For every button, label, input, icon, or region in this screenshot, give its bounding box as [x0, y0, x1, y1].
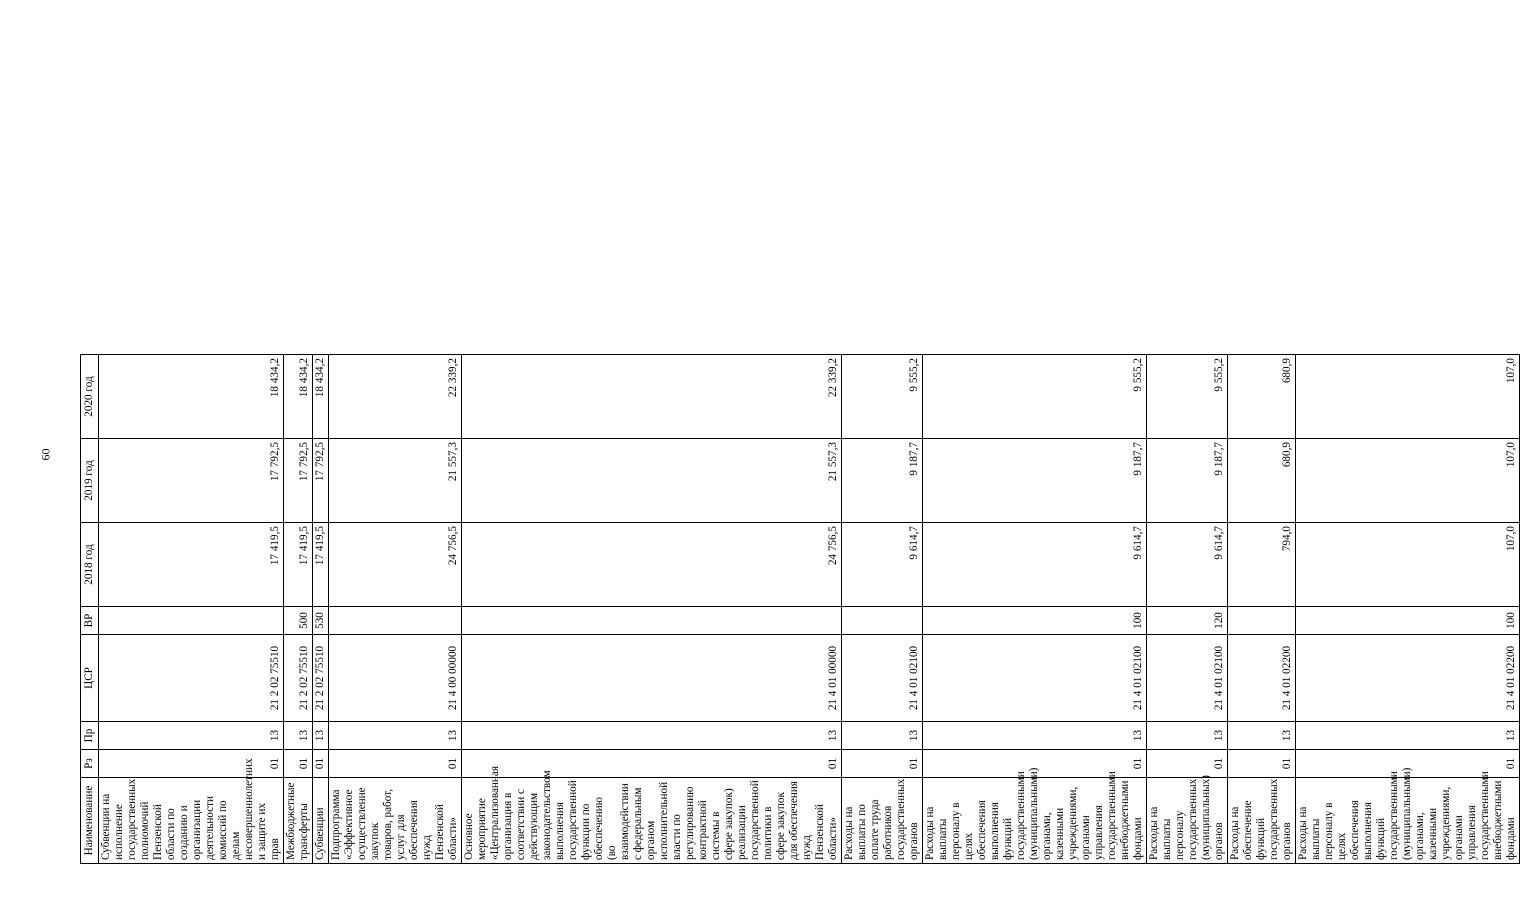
budget-table [80, 40, 1520, 864]
cell-y2018: 794,0 [1228, 523, 1296, 607]
cell-vr [842, 607, 923, 635]
cell-rz: 01 [842, 750, 923, 778]
cell-pr: 13 [1228, 722, 1296, 750]
table-row [99, 41, 284, 864]
cell-y2020: 18 434,2 [99, 355, 284, 439]
cell-vr: 500 [284, 607, 313, 635]
cell-y2019: 21 557,3 [462, 439, 842, 523]
header-name: Наименование [81, 778, 99, 864]
cell-vr [99, 607, 284, 635]
cell-name: Расходы на выплаты персоналу в целях обеспечения выполнения функций государственными (муниципальными) органами, казенными учреждениями, органами управления государственными внебюджетными фондами [923, 778, 1147, 864]
cell-pr: 13 [923, 722, 1147, 750]
table-header-row [81, 41, 99, 864]
cell-vr [462, 607, 842, 635]
cell-name: Расходы на обеспечение функций государственных органов [1228, 778, 1296, 864]
cell-csr: 21 2 02 75510 [313, 635, 329, 722]
cell-pr: 13 [329, 722, 462, 750]
header-rz: Рз [81, 750, 99, 778]
cell-vr [329, 607, 462, 635]
cell-name: Расходы на выплаты персоналу в целях обеспечения выполнения функций государственными (муниципальными) органами, казенными учреждениями, органами управления государственными внебюджетными фондами [1296, 778, 1520, 864]
cell-rz: 01 [1228, 750, 1296, 778]
cell-pr: 13 [1147, 722, 1228, 750]
cell-rz: 01 [329, 750, 462, 778]
cell-y2020: 22 339,2 [462, 355, 842, 439]
cell-y2018: 17 419,5 [99, 523, 284, 607]
cell-pr: 13 [284, 722, 313, 750]
cell-csr: 21 4 00 00000 [329, 635, 462, 722]
cell-y2018: 24 756,5 [329, 523, 462, 607]
cell-csr: 21 2 02 75510 [99, 635, 284, 722]
cell-y2020: 107,0 [1296, 355, 1520, 439]
cell-y2020: 18 434,2 [284, 355, 313, 439]
table-row [462, 41, 842, 864]
table-row [923, 41, 1147, 864]
cell-pr: 13 [99, 722, 284, 750]
rotated-table-container [80, 40, 1517, 864]
table-row [1296, 41, 1520, 864]
cell-rz: 01 [313, 750, 329, 778]
table-row [284, 41, 313, 864]
cell-y2020: 22 339,2 [329, 355, 462, 439]
cell-y2018: 9 614,7 [1147, 523, 1228, 607]
cell-y2019: 17 792,5 [284, 439, 313, 523]
cell-rz: 01 [1296, 750, 1520, 778]
table-row [313, 41, 329, 864]
cell-name: Подпрограмма «Эффективное осуществление закупок товаров, работ, услуг для обеспечения нужд Пензенской области» [329, 778, 462, 864]
cell-vr: 530 [313, 607, 329, 635]
cell-csr: 21 4 01 02200 [1228, 635, 1296, 722]
header-pr: Пр [81, 722, 99, 750]
cell-y2018: 17 419,5 [313, 523, 329, 607]
cell-y2018: 107,0 [1296, 523, 1520, 607]
cell-csr: 21 4 01 02200 [1296, 635, 1520, 722]
cell-csr: 21 4 01 02100 [1147, 635, 1228, 722]
cell-name: Расходы на выплаты персоналу государственных (муниципальных) органов [1147, 778, 1228, 864]
cell-name: Основное мероприятие «Централизованная организация в соответствии с действующим законодательством выполнения государственной функции по обеспечению (во взаимодействии с федеральным органом исполнительной власти по регулированию контрактной системы в сфере закупок) реализации государственной политики в сфере закупок для обеспечения нужд Пензенской области» [462, 778, 842, 864]
header-2018: 2018 год [81, 523, 99, 607]
cell-rz: 01 [1147, 750, 1228, 778]
page-number: 60 [38, 448, 53, 461]
cell-y2018: 9 614,7 [923, 523, 1147, 607]
cell-y2020: 9 555,2 [842, 355, 923, 439]
cell-name: Расходы на выплаты по оплате труда работников государственных органов [842, 778, 923, 864]
cell-y2019: 21 557,3 [329, 439, 462, 523]
cell-y2020: 18 434,2 [313, 355, 329, 439]
cell-y2018: 17 419,5 [284, 523, 313, 607]
cell-y2020: 9 555,2 [923, 355, 1147, 439]
cell-y2018: 9 614,7 [842, 523, 923, 607]
cell-name: Субвенции [313, 778, 329, 864]
cell-vr: 120 [1147, 607, 1228, 635]
table-row [1147, 41, 1228, 864]
cell-csr: 21 4 01 02100 [842, 635, 923, 722]
cell-name: Субвенции на исполнение государственных полномочий Пензенской области по созданию и организации деятельности комиссий по делам несовершеннолетних и защите их прав [99, 778, 284, 864]
cell-y2019: 680,9 [1228, 439, 1296, 523]
table-row [842, 41, 923, 864]
cell-pr: 13 [1296, 722, 1520, 750]
table-row [329, 41, 462, 864]
cell-y2020: 9 555,2 [1147, 355, 1228, 439]
cell-csr: 21 4 01 02100 [923, 635, 1147, 722]
cell-pr: 13 [462, 722, 842, 750]
cell-csr: 21 2 02 75510 [284, 635, 313, 722]
cell-y2019: 107,0 [1296, 439, 1520, 523]
cell-y2019: 9 187,7 [842, 439, 923, 523]
cell-rz: 01 [462, 750, 842, 778]
cell-y2019: 9 187,7 [1147, 439, 1228, 523]
table-row [1228, 41, 1296, 864]
cell-y2018: 24 756,5 [462, 523, 842, 607]
cell-y2019: 17 792,5 [99, 439, 284, 523]
header-vr: ВР [81, 607, 99, 635]
header-2019: 2019 год [81, 439, 99, 523]
header-csr: ЦСР [81, 635, 99, 722]
cell-rz: 01 [923, 750, 1147, 778]
cell-pr: 13 [842, 722, 923, 750]
header-2020: 2020 год [81, 355, 99, 439]
cell-csr: 21 4 01 00000 [462, 635, 842, 722]
cell-y2019: 9 187,7 [923, 439, 1147, 523]
cell-y2020: 680,9 [1228, 355, 1296, 439]
cell-rz: 01 [99, 750, 284, 778]
cell-rz: 01 [284, 750, 313, 778]
cell-y2019: 17 792,5 [313, 439, 329, 523]
cell-vr: 100 [923, 607, 1147, 635]
cell-name: Межбюджетные трансферты [284, 778, 313, 864]
cell-vr: 100 [1296, 607, 1520, 635]
cell-vr [1228, 607, 1296, 635]
cell-pr: 13 [313, 722, 329, 750]
